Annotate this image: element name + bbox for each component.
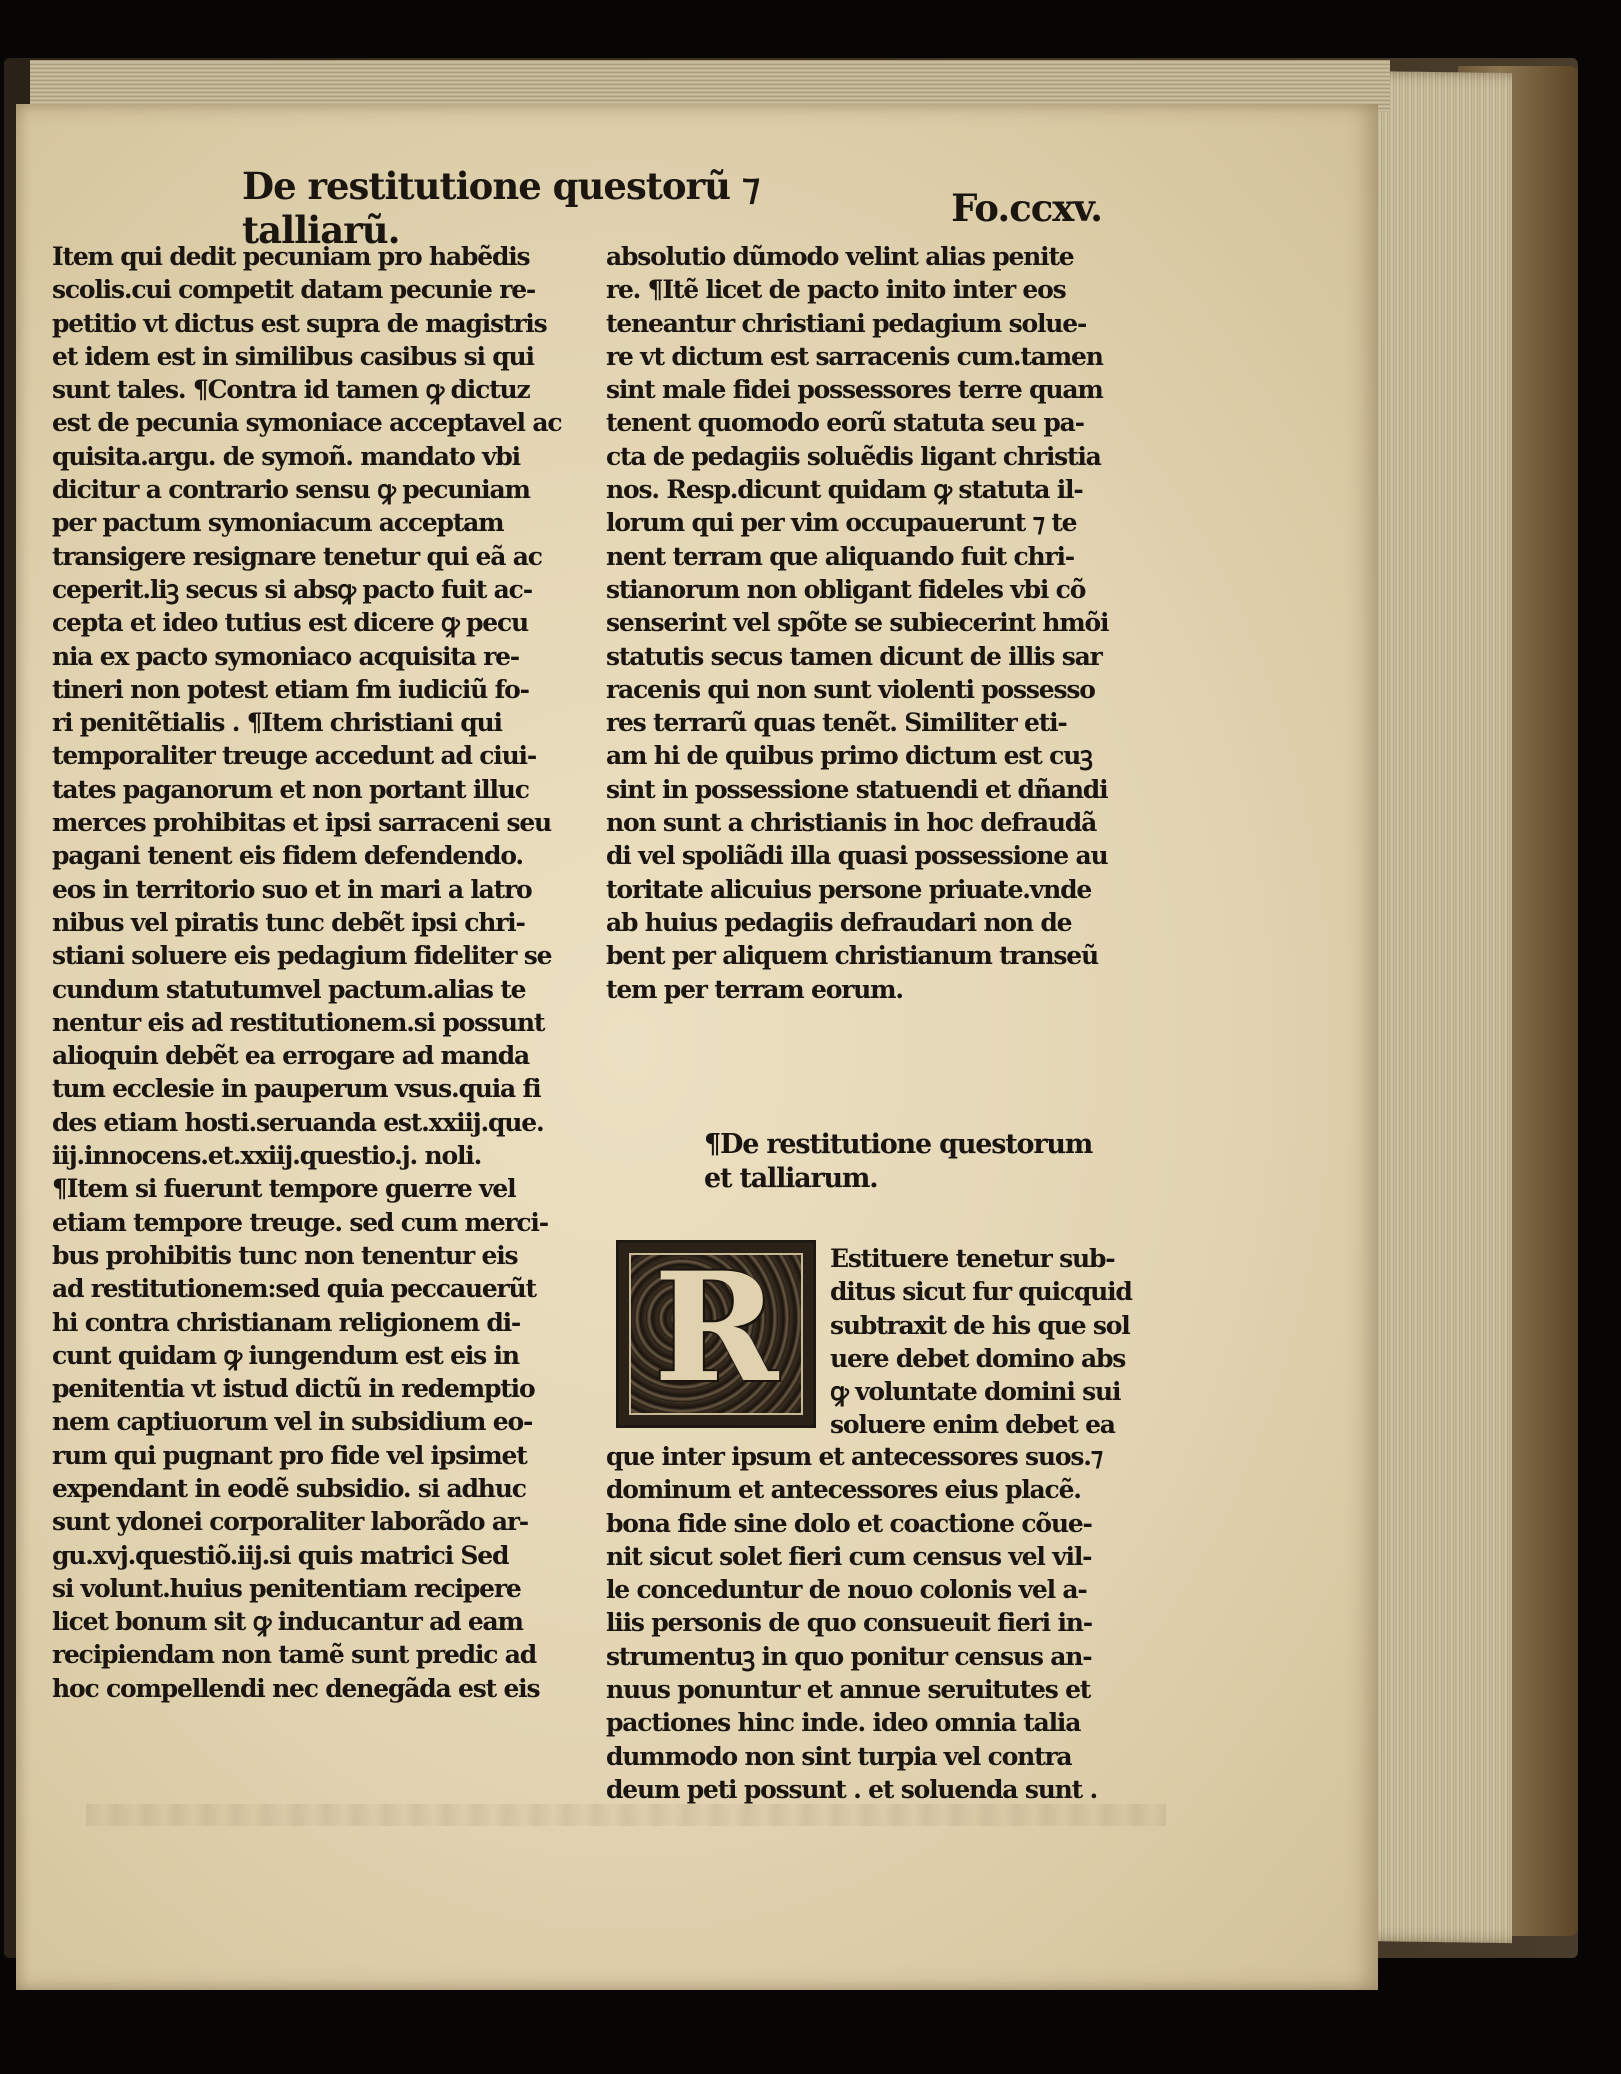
text-line: tenent quomodo eorũ statuta seu pa-	[606, 408, 1084, 438]
text-line: transigere resignare tenetur qui eã ac	[52, 541, 542, 571]
text-line: nent terram que aliquando fuit chri-	[606, 541, 1074, 571]
text-line: nibus vel piratis tunc debẽt ipsi chri-	[52, 907, 525, 937]
text-line: nuus ponuntur et annue seruitutes et	[606, 1675, 1091, 1705]
text-line: dominum et antecessores eius placẽ.	[606, 1475, 1081, 1505]
text-line: nentur eis ad restitutionem.si possunt	[52, 1007, 545, 1037]
decorated-initial	[616, 1240, 816, 1428]
text-line: ad restitutionem:sed quia peccauerũt	[52, 1274, 536, 1304]
text-line: sint in possessione statuendi et dñandi	[606, 774, 1108, 804]
text-line: tum ecclesie in pauperum vsus.quia fi	[52, 1074, 541, 1104]
text-line: temporaliter treuge accedunt ad ciui-	[52, 741, 537, 771]
running-head	[242, 164, 1102, 252]
text-line: dicitur a contrario sensu ꝙ pecuniam	[52, 475, 530, 505]
text-line: alioquin debẽt ea errogare ad manda	[52, 1041, 530, 1071]
text-line: bent per aliquem christianum transeũ	[606, 941, 1098, 971]
text-line: quisita.argu. de symoñ. mandato vbi	[52, 441, 520, 471]
text-line: tineri non potest etiam fm iudiciũ fo-	[52, 674, 529, 704]
text-line: des etiam hosti.seruanda est.xxiij.que.	[52, 1107, 544, 1137]
text-line: sint male fidei possessores terre quam	[606, 375, 1103, 405]
text-line: merces prohibitas et ipsi sarraceni seu	[52, 808, 552, 838]
text-line: re vt dictum est sarracenis cum.tamen	[606, 341, 1103, 371]
text-line: bus prohibitis tunc non tenentur eis	[52, 1240, 518, 1270]
text-line: gu.xvj.questiõ.iij.si quis matrici Sed	[52, 1540, 509, 1570]
text-line: cta de pedagiis soluẽdis ligant christia	[606, 441, 1101, 471]
text-line: Estituere tenetur sub-	[830, 1244, 1115, 1273]
text-line: di vel spoliãdi illa quasi possessione au	[606, 841, 1108, 871]
bleed-through-smudge	[86, 1804, 1166, 1826]
text-line: sunt ydonei corporaliter laborãdo ar-	[52, 1507, 528, 1537]
text-line: petitio vt dictus est supra de magistris	[52, 308, 547, 338]
text-line: scolis.cui competit datam pecunie re-	[52, 275, 536, 305]
text-line: licet bonum sit ꝙ inducantur ad eam	[52, 1607, 523, 1637]
text-line: absolutio dũmodo velint alias penite	[606, 242, 1074, 271]
text-line: cundum statutumvel pactum.alias te	[52, 974, 526, 1004]
text-line: toritate alicuius persone priuate.vnde	[606, 874, 1092, 904]
text-line: tates paganorum et non portant illuc	[52, 774, 529, 804]
text-line: recipiendam non tamẽ sunt predic ad	[52, 1640, 537, 1670]
text-line: bona fide sine dolo et coactione cõue-	[606, 1508, 1092, 1538]
text-line: re. ¶Itẽ licet de pacto inito inter eos	[606, 275, 1066, 305]
text-line: iij.innocens.et.xxiij.questio.j. noli.	[52, 1141, 482, 1171]
text-line: nit sicut solet fieri cum census vel vil-	[606, 1541, 1092, 1571]
text-line: teneantur christiani pedagium solue-	[606, 308, 1087, 338]
text-line: nia ex pacto symoniaco acquisita re-	[52, 641, 519, 671]
text-line: Item qui dedit pecuniam pro habẽdis	[52, 242, 530, 271]
text-line: ceperit.liꝫ secus si absꝙ pacto fuit ac-	[52, 574, 532, 604]
text-line: ditus sicut fur quicquid	[830, 1277, 1132, 1307]
text-line: non sunt a christianis in hoc defraudã	[606, 808, 1097, 838]
text-line: sunt tales. ¶Contra id tamen ꝙ dictuz	[52, 375, 530, 405]
text-line: nos. Resp.dicunt quidam ꝙ statuta il-	[606, 475, 1083, 505]
text-line: si volunt.huius penitentiam recipere	[52, 1573, 521, 1603]
text-line: deum peti possunt . et soluenda sunt .	[606, 1774, 1097, 1804]
initial-letter: R	[653, 1240, 779, 1416]
running-head-title: De restitutione questorũ ⁊ talliarũ.	[242, 164, 760, 252]
text-line: nem captiuorum vel in subsidium eo-	[52, 1407, 533, 1437]
text-line: et idem est in similibus casibus si qui	[52, 341, 534, 371]
left-column	[52, 240, 612, 1705]
section-heading	[704, 1128, 1144, 1196]
text-line: ab huius pedagiis defraudari non de	[606, 907, 1072, 937]
text-line: et talliarum.	[704, 1163, 878, 1194]
right-column-indented-text	[830, 1242, 1190, 1442]
text-line: cunt quidam ꝙ iungendum est eis in	[52, 1340, 519, 1370]
text-line: strumentuꝫ in quo ponitur census an-	[606, 1641, 1092, 1671]
text-line: penitentia vt istud dictũ in redemptio	[52, 1374, 535, 1404]
text-line: expendant in eodẽ subsidio. si adhuc	[52, 1473, 526, 1503]
text-line: stiani soluere eis pedagium fideliter se	[52, 941, 552, 971]
text-line: stianorum non obligant fideles vbi cõ	[606, 574, 1086, 604]
right-column-bottom-text	[606, 1440, 1178, 1806]
text-line: que inter ipsum et antecessores suos.⁊	[606, 1442, 1102, 1471]
text-line: am hi de quibus primo dictum est cuꝫ	[606, 741, 1092, 771]
text-line: cepta et ideo tutius est dicere ꝙ pecu	[52, 608, 528, 638]
text-line: ri penitẽtialis . ¶Item christiani qui	[52, 708, 502, 738]
text-line: pactiones hinc inde. ideo omnia talia	[606, 1708, 1081, 1738]
text-line: racenis qui non sunt violenti possesso	[606, 674, 1095, 704]
book-page	[16, 104, 1378, 1990]
right-column-top-text	[606, 240, 1178, 1006]
text-line: le conceduntur de nouo colonis vel a-	[606, 1575, 1087, 1605]
text-line: senserint vel spõte se subiecerint hmõi	[606, 608, 1109, 638]
text-line: uere debet domino abs	[830, 1343, 1126, 1373]
text-line: hoc compellendi nec denegãda est eis	[52, 1673, 540, 1703]
text-line: soluere enim debet ea	[830, 1410, 1115, 1440]
text-line: tem per terram eorum.	[606, 974, 903, 1004]
text-line: rum qui pugnant pro fide vel ipsimet	[52, 1440, 527, 1470]
text-line: ꝙ voluntate domini sui	[830, 1377, 1121, 1407]
text-line: dummodo non sint turpia vel contra	[606, 1741, 1072, 1771]
text-line: lorum qui per vim occupauerunt ⁊ te	[606, 508, 1077, 538]
text-line: pagani tenent eis fidem defendendo.	[52, 841, 523, 871]
text-line: subtraxit de his que sol	[830, 1310, 1130, 1340]
text-line: per pactum symoniacum acceptam	[52, 508, 504, 538]
text-line: res terrarũ quas tenẽt. Similiter eti-	[606, 708, 1067, 738]
folio-number: Fo.ccxv.	[951, 186, 1102, 230]
text-line: eos in territorio suo et in mari a latro	[52, 874, 532, 904]
text-line: etiam tempore treuge. sed cum merci-	[52, 1207, 548, 1237]
text-line: est de pecunia symoniace acceptavel ac	[52, 408, 562, 438]
text-line: statutis secus tamen dicunt de illis sar	[606, 641, 1102, 671]
text-line: ¶De restitutione questorum	[704, 1129, 1093, 1160]
text-line: hi contra christianam religionem di-	[52, 1307, 521, 1337]
text-line: liis personis de quo consueuit fieri in-	[606, 1608, 1092, 1638]
text-line: ¶Item si fuerunt tempore guerre vel	[52, 1174, 516, 1204]
